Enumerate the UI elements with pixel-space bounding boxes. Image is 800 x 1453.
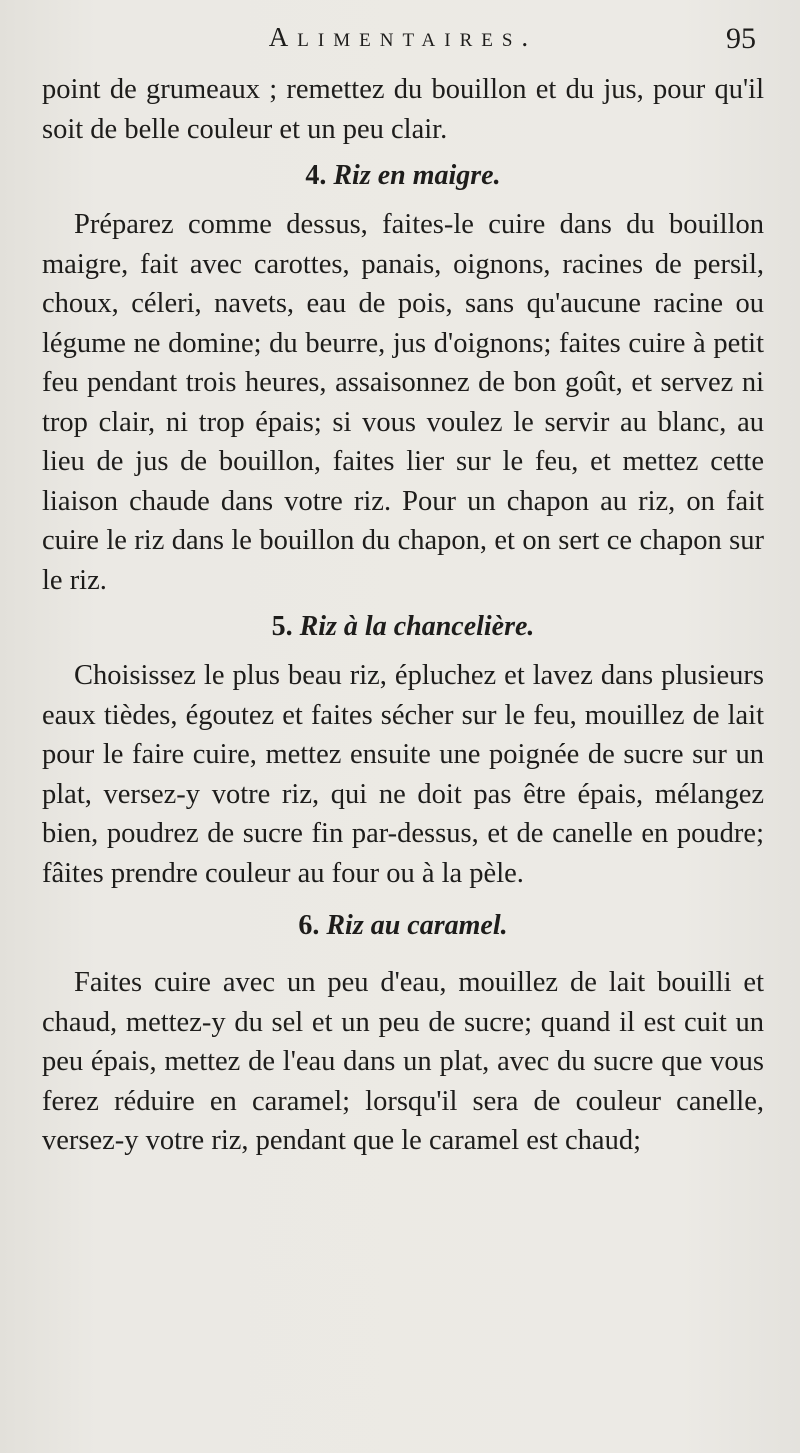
recipe-number: 6. [298,910,320,941]
recipe-title: Riz au caramel. [326,910,508,941]
recipe-paragraph-5: Choisissez le plus beau riz, épluchez et lavez dans plusieurs eaux tièdes, égoutez et faites sécher sur le feu, mouillez de lait pour le faire cuire, mettez ensuite une poignée de sucre sur un plat, versez-y votre riz, qui ne doit pas être épais, mélangez bien, poudrez de sucre fin par-dessus, et de canelle en poudre; fâites prendre couleur au four ou à la pèle. [42,660,764,889]
recipe-paragraph-6: Faites cuire avec un peu d'eau, mouillez de lait bouilli et chaud, mettez-y du sel et un peu de sucre; quand il est cuit un peu épais, mettez de l'eau dans un plat, avec du sucre que vous ferez réduire en caramel; lorsqu'il sera de couleur canelle, versez-y votre riz, pendant que le caramel est chaud; [42,967,764,1156]
running-head [42,22,764,70]
recipe-number: 5. [271,611,293,642]
recipe-heading-6 [42,905,764,947]
page-number: 95 [726,22,756,55]
recipe-paragraph-4: Préparez comme dessus, faites-le cuire dans du bouillon maigre, fait avec carottes, panais, oignons, racines de persil, choux, céleri, navets, eau de pois, sans qu'aucune racine ou légume ne domine; du beurre, jus d'oignons; faites cuire à petit feu pendant trois heures, assaisonnez de bon goût, et servez ni trop clair, ni trop épais; si vous voulez le servir au blanc, au lieu de jus de bouillon, faites lier sur le feu, et mettez cette liaison chaude dans votre riz. Pour un chapon au riz, on fait cuire le riz dans le bouillon du chapon, et on sert ce chapon sur le riz. [42,209,764,596]
recipe-heading-4 [42,155,764,197]
continuation-paragraph: point de grumeaux ; remettez du bouillon et du jus, pour qu'il soit de belle couleur et un peu clair. [42,74,764,145]
running-title: Alimentaires. [268,22,538,52]
recipe-title: Riz en maigre. [333,160,501,191]
recipe-heading-5 [42,606,764,648]
recipe-title: Riz à la chancelière. [299,611,535,642]
recipe-number: 4. [305,160,327,191]
